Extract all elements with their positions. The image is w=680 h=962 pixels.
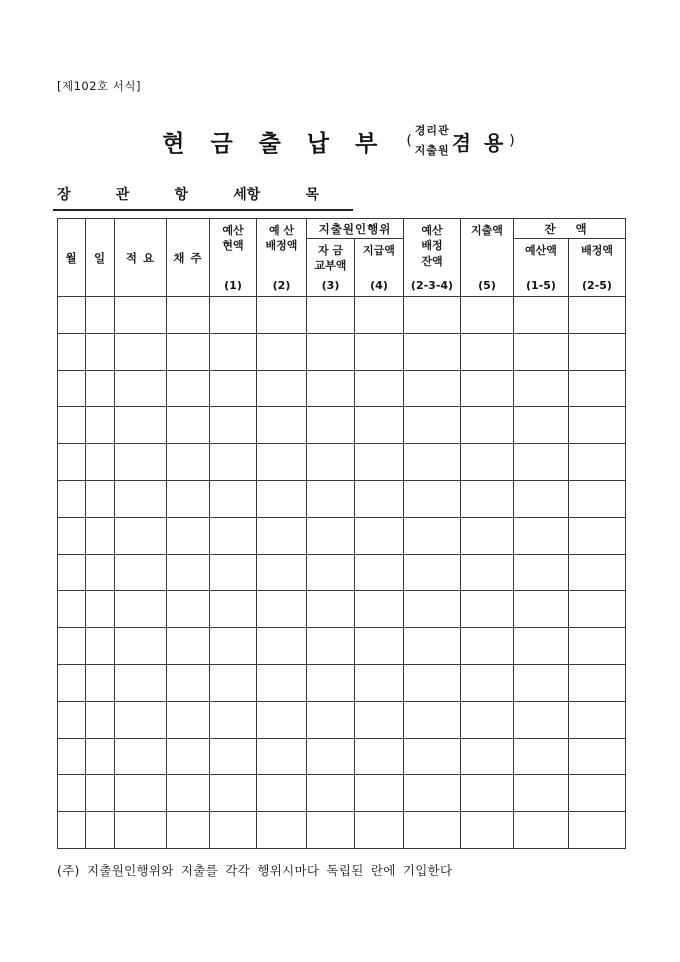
table-cell [257, 297, 307, 334]
table-cell [115, 517, 167, 554]
table-cell [461, 628, 514, 665]
col-header-budget-current: 예산 현액 (1) [210, 219, 257, 297]
table-cell [307, 775, 355, 812]
table-cell [404, 591, 461, 628]
table-cell [167, 517, 210, 554]
table-cell [257, 775, 307, 812]
cashbook-table [57, 218, 626, 849]
title-note-open-paren: ( [406, 133, 412, 150]
table-cell [307, 701, 355, 738]
table-cell [404, 370, 461, 407]
table-cell [58, 591, 86, 628]
col-group-balance: 잔 액 [514, 219, 626, 239]
table-cell [58, 444, 86, 481]
table-cell [167, 444, 210, 481]
table-cell [58, 812, 86, 849]
table-cell [404, 628, 461, 665]
table-cell [514, 407, 569, 444]
table-cell [115, 591, 167, 628]
table-cell [307, 738, 355, 775]
table-cell [257, 407, 307, 444]
table-cell [569, 738, 626, 775]
table-cell [307, 628, 355, 665]
table-cell [404, 297, 461, 334]
table-cell [210, 407, 257, 444]
table-cell [514, 628, 569, 665]
table-cell [257, 517, 307, 554]
table-cell [569, 775, 626, 812]
table-cell [461, 591, 514, 628]
table-cell [58, 333, 86, 370]
table-cell [307, 480, 355, 517]
classification-item: 목 [305, 187, 319, 203]
table-cell [257, 333, 307, 370]
table-cell [355, 591, 404, 628]
table-cell [514, 333, 569, 370]
table-cell [210, 480, 257, 517]
col-group-commitment: 지출원인행위 [307, 219, 404, 239]
table-row [58, 444, 626, 481]
table-cell [58, 775, 86, 812]
table-cell [86, 812, 115, 849]
table-cell [355, 407, 404, 444]
combined-use-label: 겸 용 [451, 130, 507, 155]
table-row [58, 480, 626, 517]
table-cell [115, 370, 167, 407]
table-cell [167, 297, 210, 334]
table-row [58, 738, 626, 775]
table-cell [355, 370, 404, 407]
table-cell [307, 664, 355, 701]
classification-item: 장 [57, 187, 71, 203]
table-cell [58, 480, 86, 517]
table-cell [58, 628, 86, 665]
table-cell [167, 480, 210, 517]
table-cell [355, 517, 404, 554]
table-cell [355, 333, 404, 370]
table-cell [167, 738, 210, 775]
table-cell [461, 775, 514, 812]
table-cell [461, 738, 514, 775]
table-cell [404, 333, 461, 370]
table-cell [115, 738, 167, 775]
table-cell [58, 701, 86, 738]
table-cell [569, 297, 626, 334]
table-cell [461, 701, 514, 738]
table-cell [461, 407, 514, 444]
table-cell [257, 591, 307, 628]
col-header-balance-budget: 예산액 (1-5) [514, 239, 569, 297]
classification-item: 세항 [233, 187, 261, 203]
table-cell [58, 664, 86, 701]
table-cell [257, 701, 307, 738]
table-cell [58, 407, 86, 444]
table-cell [167, 370, 210, 407]
table-cell [569, 333, 626, 370]
col-header-balance-allocation: 배정액 (2-5) [569, 239, 626, 297]
table-cell [569, 517, 626, 554]
table-cell [58, 370, 86, 407]
col-header-payment: 지급액 (4) [355, 239, 404, 297]
table-cell [355, 664, 404, 701]
table-cell [404, 517, 461, 554]
table-cell [167, 407, 210, 444]
table-cell [514, 812, 569, 849]
table-cell [307, 812, 355, 849]
table-cell [514, 738, 569, 775]
table-cell [210, 628, 257, 665]
table-cell [86, 591, 115, 628]
table-cell [86, 333, 115, 370]
table-cell [167, 701, 210, 738]
table-cell [355, 297, 404, 334]
table-cell [307, 591, 355, 628]
table-cell [514, 554, 569, 591]
table-cell [569, 591, 626, 628]
table-cell [514, 775, 569, 812]
table-cell [461, 554, 514, 591]
table-cell [307, 407, 355, 444]
table-row [58, 370, 626, 407]
title-note-close-paren: ) [509, 133, 515, 150]
table-cell [355, 812, 404, 849]
table-cell [404, 664, 461, 701]
table-cell [404, 480, 461, 517]
table-cell [167, 775, 210, 812]
table-row [58, 812, 626, 849]
table-cell [404, 444, 461, 481]
table-row [58, 554, 626, 591]
table-cell [461, 297, 514, 334]
table-cell [167, 812, 210, 849]
classification-item: 관 [115, 187, 130, 203]
table-cell [210, 664, 257, 701]
col-header-creditor: 채 주 [167, 219, 210, 297]
table-cell [115, 554, 167, 591]
table-cell [210, 591, 257, 628]
table-cell [569, 701, 626, 738]
table-cell [355, 738, 404, 775]
col-header-fund-disbursement: 자 금 교부액 (3) [307, 239, 355, 297]
table-cell [115, 333, 167, 370]
table-cell [257, 480, 307, 517]
table-row [58, 407, 626, 444]
table-cell [115, 701, 167, 738]
table-cell [461, 444, 514, 481]
table-cell [257, 444, 307, 481]
table-cell [461, 333, 514, 370]
table-cell [569, 480, 626, 517]
table-cell [86, 628, 115, 665]
table-cell [115, 297, 167, 334]
table-cell [514, 664, 569, 701]
table-cell [86, 738, 115, 775]
table-cell [514, 701, 569, 738]
table-cell [210, 701, 257, 738]
table-row [58, 297, 626, 334]
col-header-expenditure: 지출액 (5) [461, 219, 514, 297]
table-cell [461, 517, 514, 554]
table-cell [404, 407, 461, 444]
table-cell [210, 517, 257, 554]
table-cell [86, 407, 115, 444]
table-cell [355, 480, 404, 517]
table-cell [514, 517, 569, 554]
officer-labels [415, 121, 450, 162]
table-cell [404, 812, 461, 849]
title-row [0, 121, 680, 162]
table-cell [210, 738, 257, 775]
table-cell [86, 554, 115, 591]
table-cell [355, 701, 404, 738]
disbursing-officer-label: 지출원 [414, 144, 450, 158]
table-cell [86, 480, 115, 517]
table-cell [257, 370, 307, 407]
table-cell [86, 517, 115, 554]
table-row [58, 333, 626, 370]
table-cell [461, 812, 514, 849]
table-cell [210, 370, 257, 407]
table-cell [257, 738, 307, 775]
budget-classification-bar [53, 184, 353, 211]
table-cell [514, 591, 569, 628]
table-cell [461, 480, 514, 517]
table-cell [514, 444, 569, 481]
table-cell [569, 407, 626, 444]
table-cell [307, 444, 355, 481]
accounting-officer-label: 경리관 [414, 124, 450, 137]
table-cell [115, 664, 167, 701]
table-cell [569, 554, 626, 591]
table-cell [210, 333, 257, 370]
table-cell [461, 664, 514, 701]
table-cell [257, 664, 307, 701]
table-cell [404, 701, 461, 738]
table-cell [355, 628, 404, 665]
table-cell [307, 554, 355, 591]
table-cell [115, 628, 167, 665]
table-cell [307, 297, 355, 334]
table-cell [86, 444, 115, 481]
table-header [58, 219, 626, 297]
table-cell [307, 333, 355, 370]
table-cell [115, 407, 167, 444]
table-row [58, 775, 626, 812]
table-cell [257, 812, 307, 849]
table-cell [355, 775, 404, 812]
table-cell [257, 554, 307, 591]
form-number-label: [제102호 서식] [57, 79, 142, 93]
table-cell [514, 297, 569, 334]
table-row [58, 701, 626, 738]
footnote: (주) 지출원인행위와 지출를 각각 행위시마다 독립된 란에 기입한다 [57, 863, 453, 878]
table-cell [355, 444, 404, 481]
table-cell [115, 480, 167, 517]
table-cell [58, 297, 86, 334]
table-cell [210, 554, 257, 591]
table-cell [569, 444, 626, 481]
table-cell [115, 812, 167, 849]
table-cell [404, 775, 461, 812]
table-cell [167, 333, 210, 370]
col-header-description: 적 요 [115, 219, 167, 297]
table-cell [86, 297, 115, 334]
table-cell [167, 554, 210, 591]
table-cell [58, 554, 86, 591]
table-cell [514, 370, 569, 407]
table-cell [210, 444, 257, 481]
table-cell [210, 812, 257, 849]
table-cell [569, 664, 626, 701]
table-row [58, 591, 626, 628]
col-header-month: 월 [58, 219, 86, 297]
table-cell [167, 628, 210, 665]
table-cell [355, 554, 404, 591]
table-cell [514, 480, 569, 517]
table-cell [86, 775, 115, 812]
table-cell [569, 628, 626, 665]
table-cell [167, 664, 210, 701]
table-cell [210, 297, 257, 334]
table-cell [86, 701, 115, 738]
table-cell [58, 738, 86, 775]
table-cell [307, 517, 355, 554]
table-cell [86, 664, 115, 701]
table-cell [58, 517, 86, 554]
table-cell [307, 370, 355, 407]
table-cell [115, 444, 167, 481]
table-cell [115, 775, 167, 812]
table-cell [404, 738, 461, 775]
col-header-allocation-balance: 예산 배정 잔액 (2-3-4) [404, 219, 461, 297]
col-header-budget-allocation: 예 산 배정액 (2) [257, 219, 307, 297]
classification-item: 항 [174, 187, 188, 203]
table-cell [404, 554, 461, 591]
table-cell [569, 812, 626, 849]
table-cell [86, 370, 115, 407]
col-header-day: 일 [86, 219, 115, 297]
table-cell [461, 370, 514, 407]
table-row [58, 628, 626, 665]
table-cell [167, 591, 210, 628]
table-cell [257, 628, 307, 665]
page-title: 현금출납부 [162, 130, 404, 157]
table-cell [210, 775, 257, 812]
table-row [58, 517, 626, 554]
table-row [58, 664, 626, 701]
table-body [58, 297, 626, 849]
table-cell [569, 370, 626, 407]
